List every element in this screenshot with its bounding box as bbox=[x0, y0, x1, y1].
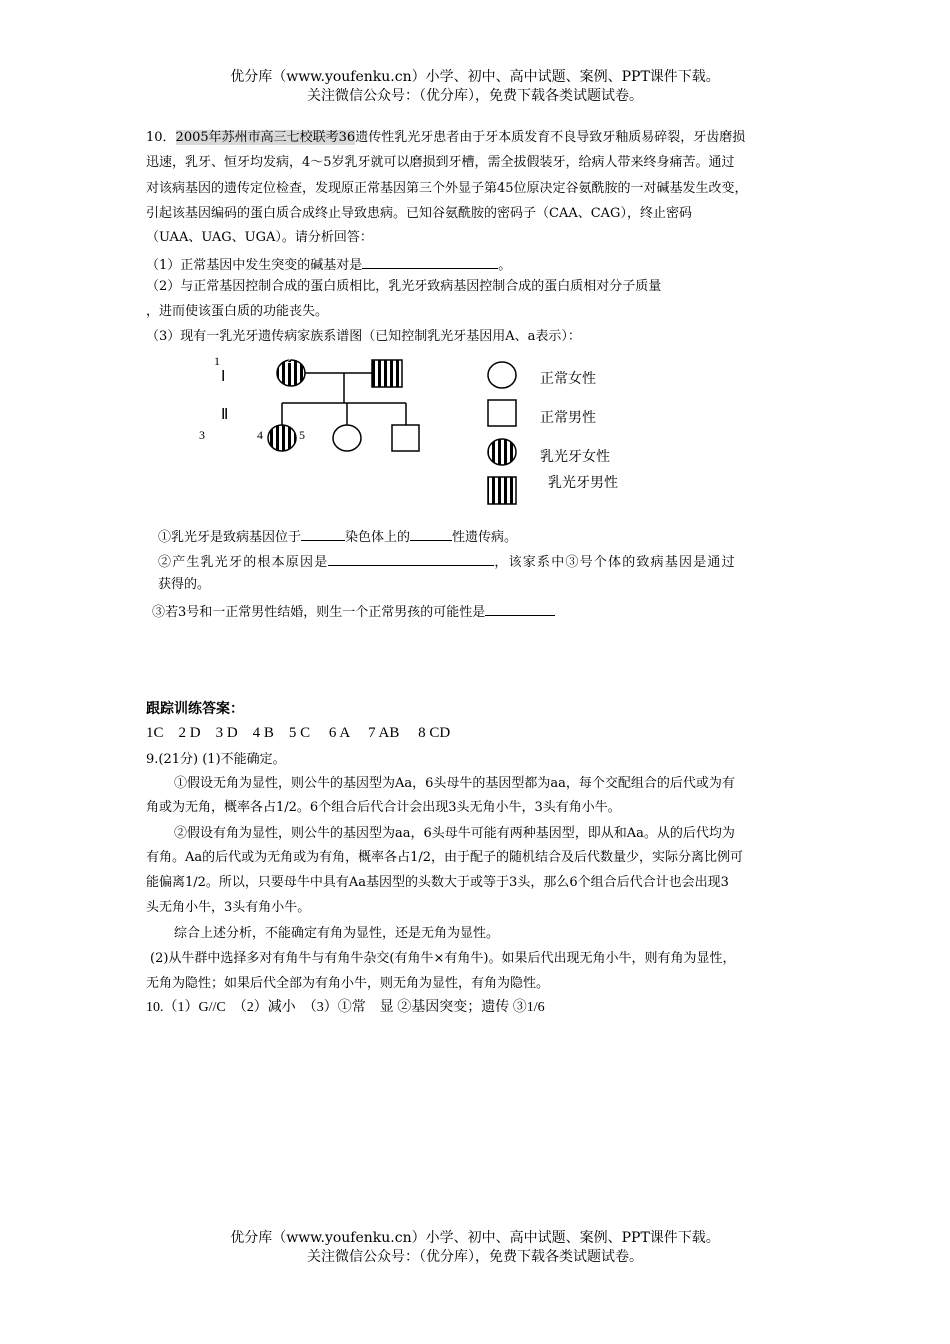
affected-female-symbol bbox=[268, 425, 296, 451]
answer-9-p2-l4: 头无角小牛，3头有角小牛。 bbox=[146, 900, 311, 915]
answer-blank[interactable] bbox=[328, 552, 494, 566]
sub-question-3-1-text-b: 染色体上的 bbox=[345, 530, 411, 545]
sub-question-3-1 bbox=[158, 527, 818, 546]
normal-female-symbol bbox=[333, 425, 361, 451]
answer-9-p3: 综合上述分析，不能确定有角为显性，还是无角为显性。 bbox=[174, 926, 500, 941]
individual-number-1: 1 bbox=[214, 354, 220, 368]
sub-question-2-text: ，进而使该蛋白质的功能丧失。 bbox=[146, 304, 329, 319]
legend-affected-female-symbol bbox=[488, 439, 516, 465]
normal-male-symbol bbox=[392, 425, 419, 451]
answer-9-head: 9.(21分) (1)不能确定。 bbox=[146, 752, 286, 767]
sub-question-3-3-text: ③若3号和一正常男性结婚，则生一个正常男孩的可能性是 bbox=[152, 605, 486, 620]
answer-blank[interactable] bbox=[485, 602, 555, 616]
individual-number-2: 2 bbox=[286, 352, 292, 366]
legend-normal-male-symbol bbox=[488, 400, 516, 426]
answers-choice: 1C 2 D 3 D 4 B 5 C 6 A 7 AB 8 CD bbox=[146, 725, 451, 741]
answer-blank[interactable] bbox=[301, 527, 345, 541]
legend-normal-female-symbol bbox=[488, 362, 516, 388]
sub-question-3-2-text-b: ，该家系中③号个体的致病基因是通过 bbox=[494, 555, 736, 570]
question-text: 遗传性乳光牙患者由于牙本质发育不良导致牙釉质易碎裂，牙齿磨损 bbox=[355, 130, 746, 145]
legend-affected-male: 乳光牙男性 bbox=[548, 475, 618, 491]
answer-9-p2-l3: 能偏离1/2。所以，只要母牛中具有Aa基因型的头数大于或等于3头，那么6个组合后代合计也会出现3 bbox=[146, 875, 729, 890]
sub-question-2-line1: （2）与正常基因控制合成的蛋白质相比，乳光牙致病基因控制合成的蛋白质相对分子质量 bbox=[146, 279, 662, 294]
question-source: 2005年苏州市高三七校联考36 bbox=[175, 130, 356, 145]
affected-male-symbol bbox=[372, 360, 402, 387]
answer-9-p4-l2: 无角为隐性；如果后代全部为有角小牛，则无角为显性，有角为隐性。 bbox=[146, 976, 550, 991]
legend-affected-female: 乳光牙女性 bbox=[540, 449, 610, 465]
generation-label-1: Ⅰ bbox=[221, 369, 226, 385]
legend-normal-male: 正常男性 bbox=[540, 410, 596, 426]
individual-number-3: 3 bbox=[199, 428, 205, 442]
question-number: 10． bbox=[146, 130, 176, 145]
sub-question-3-1-text-c: 性遗传病。 bbox=[452, 530, 518, 545]
answer-9-p1-l2: 角或为无角，概率各占1/2。6个组合后代合计会出现3头无角小牛，3头有角小牛。 bbox=[146, 800, 621, 815]
sub-question-3: （3）现有一乳光牙遗传病家族系谱图（已知控制乳光牙基因用A、a表示）： bbox=[146, 329, 581, 344]
page-header-line2: 关注微信公众号：（优分库），免费下载各类试题试卷。 bbox=[307, 88, 643, 104]
page-footer-line1: 优分库（www.youfenku.cn）小学、初中、高中试题、案例、PPT课件下载。 bbox=[230, 1230, 720, 1246]
legend-affected-male-symbol bbox=[488, 477, 516, 504]
individual-number-5: 5 bbox=[299, 428, 305, 442]
question-10-line4: 引起该基因编码的蛋白质合成终止导致患病。已知谷氨酰胺的密码子（CAA、CAG），终止密码 bbox=[146, 206, 692, 221]
sub-question-3-2-line2: 获得的。 bbox=[158, 577, 211, 592]
generation-label-2: Ⅱ bbox=[221, 407, 229, 423]
sub-question-3-2-text: ②产生乳光牙的根本原因是 bbox=[158, 555, 329, 570]
page-footer-line2: 关注微信公众号：（优分库），免费下载各类试题试卷。 bbox=[307, 1249, 643, 1265]
sub-question-1-text: （1）正常基因中发生突变的碱基对是 bbox=[146, 258, 363, 273]
answer-9-p1-l1: ①假设无角为显性，则公牛的基因型为Aa，6头母牛的基因型都为aa，每个交配组合的后代或为有 bbox=[174, 776, 735, 791]
sub-question-3-3 bbox=[152, 602, 832, 621]
question-10-line2: 迅速，乳牙、恒牙均发病，4～5岁乳牙就可以磨损到牙槽，需全拔假装牙，给病人带来终身痛苦。通过 bbox=[146, 155, 735, 170]
answer-10: 10.（1）G//C （2）减小 （3）①常 显 ②基因突变；遗传 ③1/6 bbox=[146, 1000, 545, 1015]
legend-normal-female: 正常女性 bbox=[540, 371, 596, 387]
sub-question-1-end: 。 bbox=[498, 258, 512, 273]
answers-title: 跟踪训练答案： bbox=[146, 701, 244, 717]
sub-question-3-1-text: ①乳光牙是致病基因位于 bbox=[158, 530, 302, 545]
answer-9-p2-l2: 有角。Aa的后代或为无角或为有角，概率各占1/2，由于配子的随机结合及后代数量少，实际分离比例可 bbox=[146, 850, 744, 865]
answer-9-p2-l1: ②假设有角为显性，则公牛的基因型为aa，6头母牛可能有两种基因型，即从和Aa。从的后代均为 bbox=[174, 826, 735, 841]
question-10-line3: 对该病基因的遗传定位检查，发现原正常基因第三个外显子第45位原决定谷氨酰胺的一对碱基发生改变， bbox=[146, 181, 748, 196]
question-10-line5: （UAA、UAG、UGA）。请分析回答： bbox=[146, 230, 373, 245]
page-header-line1: 优分库（www.youfenku.cn）小学、初中、高中试题、案例、PPT课件下载。 bbox=[230, 69, 720, 85]
sub-question-3-2-line1 bbox=[158, 552, 808, 571]
answer-blank[interactable] bbox=[410, 527, 452, 541]
answer-9-p4-l1: (2)从牛群中选择多对有角牛与有角牛杂交(有角牛×有角牛)。如果后代出现无角小牛，则有角为显性， bbox=[150, 951, 736, 966]
individual-number-4: 4 bbox=[257, 428, 263, 442]
